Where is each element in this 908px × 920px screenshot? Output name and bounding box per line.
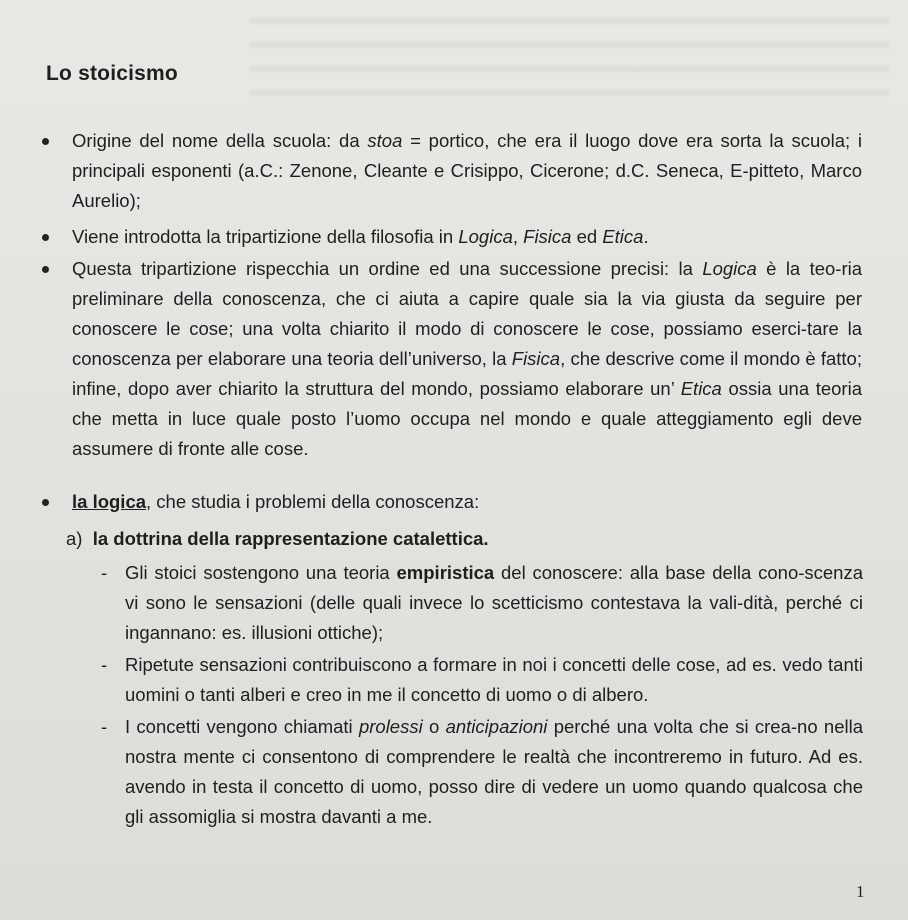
bullet-tripartition (72, 222, 862, 252)
bullet-text: Origine del nome della scuola: da (72, 130, 368, 151)
bullet-origin (72, 126, 862, 216)
page-number: 1 (856, 882, 865, 901)
dash-text: I concetti vengono chiamati (125, 716, 359, 737)
dash-text: Ripetute sensazioni contribuiscono a formare in noi i concetti delle cose, ad es. vedo tanti uomini o tanti alberi e creo in me il concetto di uomo o di albero. (125, 654, 863, 705)
dash-text: o (422, 716, 446, 737)
dash-text: Gli stoici sostengono una teoria (125, 562, 397, 583)
term-anticipazioni: anticipazioni (445, 716, 548, 737)
bullet-text: , (512, 226, 524, 247)
bullet-text: , che studia i problemi della conoscenza: (146, 491, 480, 512)
page-title: Lo stoicismo (46, 62, 178, 85)
bullet-logica (72, 487, 862, 517)
bullet-dot-icon (42, 138, 49, 145)
term-empiristica: empiristica (396, 562, 495, 583)
dash-text: perché una volta che si crea-no nella nostra mente ci consentono di comprendere le realtà che incontreremo in futuro. Ad es. avendo in testa il concetto di uomo, posso dire di vedere un uomo quando qualcosa che gli assomiglia si mostra davanti a me. (125, 716, 863, 827)
dash-icon: - (101, 716, 108, 737)
subsection-a (66, 524, 489, 554)
dash-icon: - (101, 562, 108, 583)
bullet-text: Viene introdotta la tripartizione della filosofia in (72, 226, 459, 247)
term-etica: Etica (680, 378, 722, 399)
dash-item-concepts (101, 712, 863, 832)
bullet-text: è la teo-ria preliminare della conoscenza, che ci aiuta a capire quale sia la via giusta da seguire per conoscere le cose; una volta chiarito il modo di conoscere le cose, possiamo eserci-tare la conoscenza per elaborare una teoria dell’universo, la (72, 258, 863, 369)
heading-logica: la logica (72, 491, 147, 512)
dash-item-empiricism (101, 558, 864, 648)
bullet-text: Questa tripartizione rispecchia un ordine ed una successione precisi: la (72, 258, 703, 279)
term-logica: Logica (702, 258, 757, 279)
bullet-text: = portico, che era il luogo dove era sorta la scuola; i principali esponenti (a.C.: Zenone, Cleante e Crisippo, Cicerone; d.C. Seneca, E-pitteto, Marco Aurelio); (72, 130, 862, 211)
bullet-text: ed (571, 226, 603, 247)
dash-text: del conoscere: alla base della cono-scenza vi sono le sensazioni (delle quali invece lo scetticismo contestava la vali-dità, perché ci ingannano: es. illusioni ottiche); (125, 562, 864, 643)
bullet-dot-icon (42, 499, 49, 506)
term-etica: Etica (602, 226, 644, 247)
subsection-title: la dottrina della rappresentazione catalettica. (92, 528, 489, 549)
bullet-dot-icon (42, 234, 49, 241)
dash-icon: - (101, 654, 108, 675)
bullet-text: ossia una teoria che metta in luce quale posto l’uomo occupa nel mondo e quale atteggiamento egli deve assumere di fronte alle cose. (72, 378, 862, 459)
dash-item-sensations (101, 650, 863, 710)
subsection-label: a) (66, 528, 83, 549)
term-fisica: Fisica (523, 226, 572, 247)
bullet-text: . (643, 226, 649, 247)
term-fisica: Fisica (511, 348, 561, 369)
bullet-text: , che descrive come il mondo è fatto; infine, dopo aver chiarito la struttura del mondo, possiamo elaborare un’ (72, 348, 862, 399)
bullet-order (72, 254, 862, 464)
term-stoa: stoa (367, 130, 403, 151)
bullet-dot-icon (42, 266, 49, 273)
term-logica: Logica (458, 226, 513, 247)
term-prolessi: prolessi (358, 716, 423, 737)
